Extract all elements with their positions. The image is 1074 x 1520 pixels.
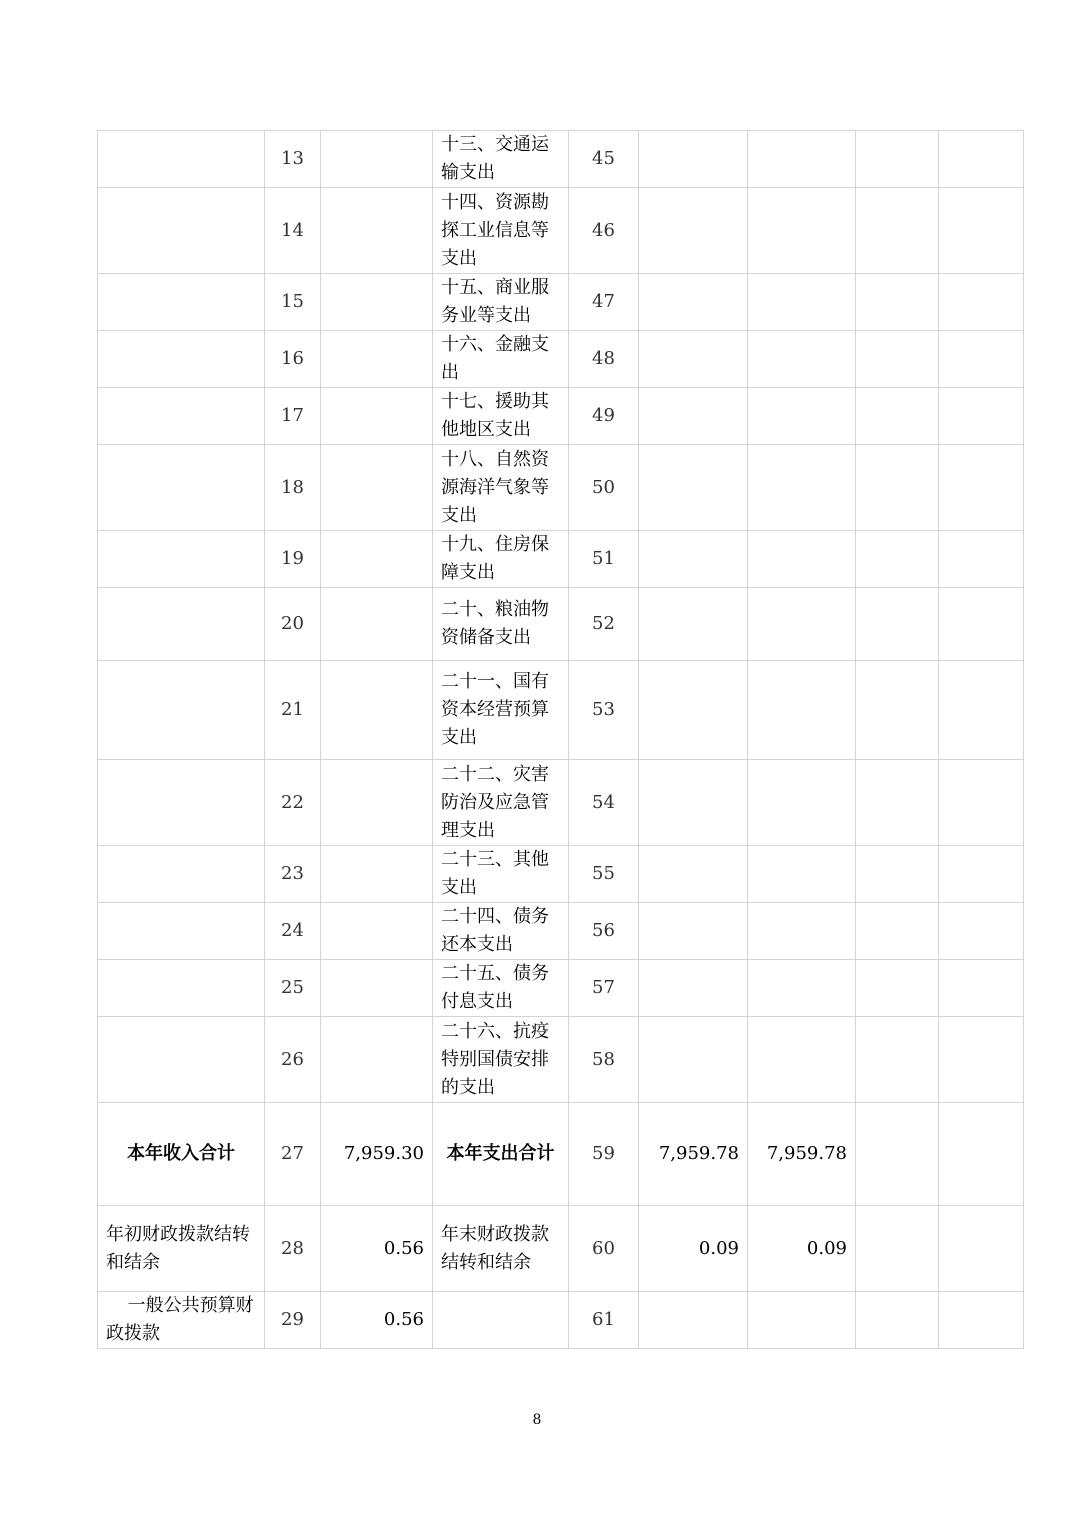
income-line-number: 22 bbox=[265, 760, 321, 846]
income-amount-cell bbox=[321, 274, 433, 331]
expense-other-amount-cell bbox=[939, 188, 1024, 274]
expense-basic-amount-cell bbox=[748, 1292, 856, 1349]
income-item-cell bbox=[98, 1017, 265, 1103]
income-amount-cell bbox=[321, 188, 433, 274]
expense-line-number: 58 bbox=[569, 1017, 639, 1103]
table-row bbox=[98, 274, 1024, 331]
table-row bbox=[98, 903, 1024, 960]
expense-item-cell: 十七、援助其他地区支出 bbox=[433, 388, 569, 445]
income-amount-cell bbox=[321, 760, 433, 846]
table-row bbox=[98, 1103, 1024, 1206]
expense-project-amount-cell bbox=[856, 331, 939, 388]
income-line-number: 13 bbox=[265, 131, 321, 188]
expense-amount-cell bbox=[639, 331, 748, 388]
expense-line-number: 53 bbox=[569, 661, 639, 760]
income-item-cell bbox=[98, 960, 265, 1017]
expense-other-amount-cell bbox=[939, 1292, 1024, 1349]
expense-project-amount-cell bbox=[856, 760, 939, 846]
table-row bbox=[98, 960, 1024, 1017]
expense-item-cell bbox=[433, 1292, 569, 1349]
income-line-number: 21 bbox=[265, 661, 321, 760]
income-line-number: 28 bbox=[265, 1206, 321, 1292]
expense-basic-amount-cell bbox=[748, 661, 856, 760]
expense-project-amount-cell bbox=[856, 274, 939, 331]
income-line-number: 25 bbox=[265, 960, 321, 1017]
expense-line-number: 52 bbox=[569, 588, 639, 661]
income-amount-cell bbox=[321, 445, 433, 531]
income-amount-cell bbox=[321, 661, 433, 760]
expense-line-number: 51 bbox=[569, 531, 639, 588]
expense-other-amount-cell bbox=[939, 1206, 1024, 1292]
expense-line-number: 49 bbox=[569, 388, 639, 445]
income-line-number: 26 bbox=[265, 1017, 321, 1103]
expense-line-number: 56 bbox=[569, 903, 639, 960]
expense-basic-amount-cell bbox=[748, 588, 856, 661]
expense-line-number: 60 bbox=[569, 1206, 639, 1292]
expense-amount-cell bbox=[639, 903, 748, 960]
expense-basic-amount-cell bbox=[748, 331, 856, 388]
expense-project-amount-cell bbox=[856, 531, 939, 588]
expense-other-amount-cell bbox=[939, 588, 1024, 661]
income-item-cell bbox=[98, 274, 265, 331]
expense-amount-cell bbox=[639, 445, 748, 531]
expense-item-cell: 二十六、抗疫特别国债安排的支出 bbox=[433, 1017, 569, 1103]
income-item-cell bbox=[98, 388, 265, 445]
expense-basic-amount-cell bbox=[748, 1017, 856, 1103]
expense-line-number: 50 bbox=[569, 445, 639, 531]
expense-line-number: 54 bbox=[569, 760, 639, 846]
expense-item-cell: 十九、住房保障支出 bbox=[433, 531, 569, 588]
expense-amount-cell bbox=[639, 274, 748, 331]
income-item-cell bbox=[98, 760, 265, 846]
table-row bbox=[98, 445, 1024, 531]
table-row bbox=[98, 1206, 1024, 1292]
expense-amount-cell bbox=[639, 760, 748, 846]
expense-item-cell: 年末财政拨款结转和结余 bbox=[433, 1206, 569, 1292]
expense-project-amount-cell bbox=[856, 846, 939, 903]
income-line-number: 16 bbox=[265, 331, 321, 388]
expense-project-amount-cell bbox=[856, 445, 939, 531]
expense-basic-amount-cell bbox=[748, 131, 856, 188]
income-line-number: 17 bbox=[265, 388, 321, 445]
expense-basic-amount-cell bbox=[748, 531, 856, 588]
income-item-cell bbox=[98, 445, 265, 531]
expense-project-amount-cell bbox=[856, 960, 939, 1017]
income-amount-cell bbox=[321, 331, 433, 388]
income-item-cell bbox=[98, 531, 265, 588]
expense-project-amount-cell bbox=[856, 903, 939, 960]
income-line-number: 15 bbox=[265, 274, 321, 331]
expense-amount-cell bbox=[639, 1292, 748, 1349]
budget-table bbox=[97, 130, 1024, 1349]
income-amount-cell bbox=[321, 960, 433, 1017]
expense-item-cell: 十五、商业服务业等支出 bbox=[433, 274, 569, 331]
income-amount-cell: 0.56 bbox=[321, 1206, 433, 1292]
table-row bbox=[98, 531, 1024, 588]
expense-other-amount-cell bbox=[939, 903, 1024, 960]
expense-line-number: 57 bbox=[569, 960, 639, 1017]
table-row bbox=[98, 760, 1024, 846]
expense-other-amount-cell bbox=[939, 445, 1024, 531]
expense-basic-amount-cell bbox=[748, 445, 856, 531]
expense-item-cell: 十六、金融支出 bbox=[433, 331, 569, 388]
expense-basic-amount-cell bbox=[748, 846, 856, 903]
expense-item-cell: 十三、交通运输支出 bbox=[433, 131, 569, 188]
expense-project-amount-cell bbox=[856, 588, 939, 661]
expense-other-amount-cell bbox=[939, 274, 1024, 331]
expense-amount-cell bbox=[639, 846, 748, 903]
income-item-cell bbox=[98, 588, 265, 661]
expense-amount-cell bbox=[639, 588, 748, 661]
income-amount-cell bbox=[321, 1017, 433, 1103]
income-line-number: 24 bbox=[265, 903, 321, 960]
table-row bbox=[98, 1292, 1024, 1349]
expense-basic-amount-cell bbox=[748, 274, 856, 331]
income-line-number: 20 bbox=[265, 588, 321, 661]
expense-other-amount-cell bbox=[939, 1103, 1024, 1206]
expense-amount-cell bbox=[639, 960, 748, 1017]
income-amount-cell: 0.56 bbox=[321, 1292, 433, 1349]
expense-item-cell: 二十五、债务付息支出 bbox=[433, 960, 569, 1017]
expense-line-number: 45 bbox=[569, 131, 639, 188]
income-line-number: 23 bbox=[265, 846, 321, 903]
income-line-number: 14 bbox=[265, 188, 321, 274]
expense-item-cell: 二十三、其他支出 bbox=[433, 846, 569, 903]
table-row bbox=[98, 388, 1024, 445]
expense-item-cell: 二十、粮油物资储备支出 bbox=[433, 588, 569, 661]
expense-basic-amount-cell: 0.09 bbox=[748, 1206, 856, 1292]
expense-item-cell: 本年支出合计 bbox=[433, 1103, 569, 1206]
expense-project-amount-cell bbox=[856, 1103, 939, 1206]
expense-project-amount-cell bbox=[856, 388, 939, 445]
expense-item-cell: 二十一、国有资本经营预算支出 bbox=[433, 661, 569, 760]
income-amount-cell bbox=[321, 131, 433, 188]
income-item-cell: 年初财政拨款结转和结余 bbox=[98, 1206, 265, 1292]
expense-other-amount-cell bbox=[939, 131, 1024, 188]
expense-line-number: 47 bbox=[569, 274, 639, 331]
table-body bbox=[98, 131, 1024, 1349]
table-row bbox=[98, 1017, 1024, 1103]
income-item-cell bbox=[98, 846, 265, 903]
expense-amount-cell bbox=[639, 661, 748, 760]
table-row bbox=[98, 846, 1024, 903]
income-item-cell: 一般公共预算财政拨款 bbox=[98, 1292, 265, 1349]
expense-other-amount-cell bbox=[939, 846, 1024, 903]
expense-project-amount-cell bbox=[856, 1292, 939, 1349]
expense-line-number: 55 bbox=[569, 846, 639, 903]
income-item-cell: 本年收入合计 bbox=[98, 1103, 265, 1206]
expense-amount-cell bbox=[639, 1017, 748, 1103]
expense-item-cell: 二十二、灾害防治及应急管理支出 bbox=[433, 760, 569, 846]
income-line-number: 18 bbox=[265, 445, 321, 531]
page-number: 8 bbox=[532, 1412, 542, 1428]
expense-amount-cell bbox=[639, 531, 748, 588]
table-row bbox=[98, 331, 1024, 388]
income-item-cell bbox=[98, 661, 265, 760]
table-row bbox=[98, 188, 1024, 274]
expense-other-amount-cell bbox=[939, 531, 1024, 588]
expense-line-number: 59 bbox=[569, 1103, 639, 1206]
expense-other-amount-cell bbox=[939, 661, 1024, 760]
expense-basic-amount-cell bbox=[748, 760, 856, 846]
expense-basic-amount-cell bbox=[748, 188, 856, 274]
expense-amount-cell bbox=[639, 131, 748, 188]
expense-line-number: 46 bbox=[569, 188, 639, 274]
expense-other-amount-cell bbox=[939, 960, 1024, 1017]
income-item-cell bbox=[98, 903, 265, 960]
income-item-cell bbox=[98, 188, 265, 274]
income-amount-cell bbox=[321, 903, 433, 960]
expense-basic-amount-cell bbox=[748, 960, 856, 1017]
expense-basic-amount-cell: 7,959.78 bbox=[748, 1103, 856, 1206]
expense-amount-cell: 7,959.78 bbox=[639, 1103, 748, 1206]
income-line-number: 27 bbox=[265, 1103, 321, 1206]
income-amount-cell: 7,959.30 bbox=[321, 1103, 433, 1206]
expense-item-cell: 二十四、债务还本支出 bbox=[433, 903, 569, 960]
income-amount-cell bbox=[321, 531, 433, 588]
expense-project-amount-cell bbox=[856, 661, 939, 760]
expense-project-amount-cell bbox=[856, 188, 939, 274]
income-item-cell bbox=[98, 131, 265, 188]
income-item-cell bbox=[98, 331, 265, 388]
expense-amount-cell bbox=[639, 388, 748, 445]
income-amount-cell bbox=[321, 388, 433, 445]
expense-other-amount-cell bbox=[939, 388, 1024, 445]
expense-amount-cell bbox=[639, 188, 748, 274]
table-row bbox=[98, 588, 1024, 661]
expense-other-amount-cell bbox=[939, 331, 1024, 388]
expense-item-cell: 十八、自然资源海洋气象等支出 bbox=[433, 445, 569, 531]
expense-amount-cell: 0.09 bbox=[639, 1206, 748, 1292]
expense-project-amount-cell bbox=[856, 1017, 939, 1103]
expense-basic-amount-cell bbox=[748, 388, 856, 445]
income-line-number: 19 bbox=[265, 531, 321, 588]
expense-other-amount-cell bbox=[939, 1017, 1024, 1103]
table-row bbox=[98, 131, 1024, 188]
expense-project-amount-cell bbox=[856, 1206, 939, 1292]
expense-other-amount-cell bbox=[939, 760, 1024, 846]
income-line-number: 29 bbox=[265, 1292, 321, 1349]
income-amount-cell bbox=[321, 846, 433, 903]
table-row bbox=[98, 661, 1024, 760]
expense-line-number: 61 bbox=[569, 1292, 639, 1349]
expense-basic-amount-cell bbox=[748, 903, 856, 960]
income-amount-cell bbox=[321, 588, 433, 661]
expense-project-amount-cell bbox=[856, 131, 939, 188]
expense-line-number: 48 bbox=[569, 331, 639, 388]
expense-item-cell: 十四、资源勘探工业信息等支出 bbox=[433, 188, 569, 274]
